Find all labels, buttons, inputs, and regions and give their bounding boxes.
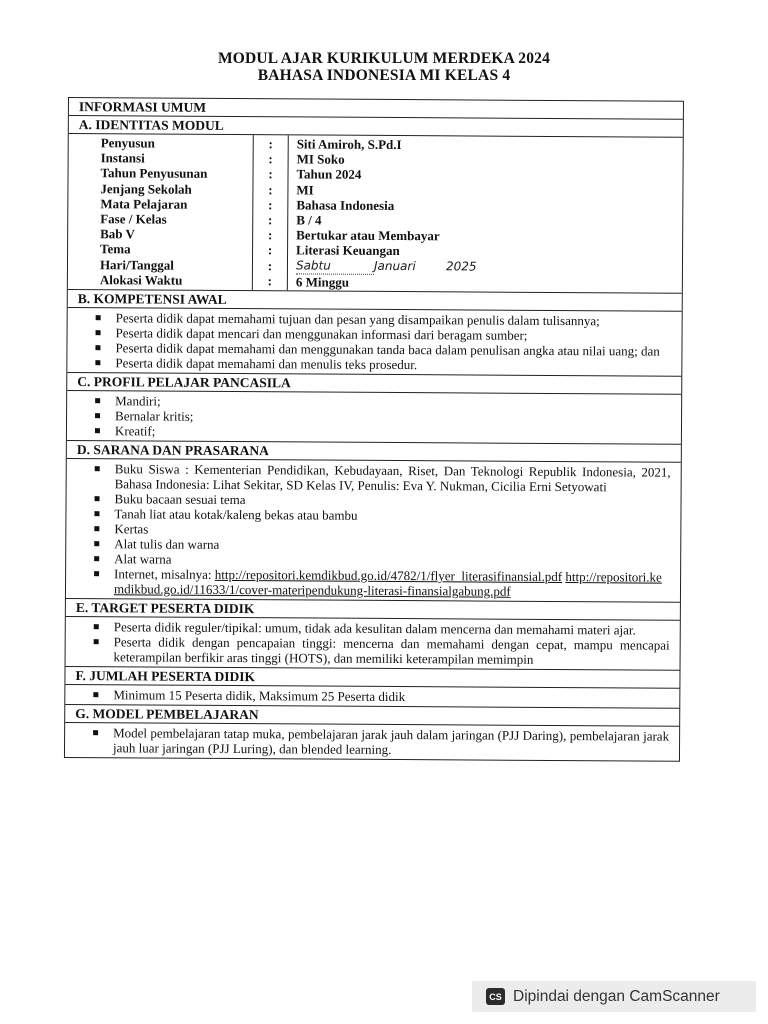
identity-colon: : bbox=[267, 227, 273, 243]
list-item: Peserta didik dapat memahami tujuan dan pesan yang disampaikan penulis dalam tulisannya; bbox=[96, 310, 672, 329]
identity-colon: : bbox=[268, 181, 273, 197]
section-e-heading: E. TARGET PESERTA DIDIK bbox=[66, 599, 680, 621]
identity-value: B / 4 bbox=[296, 212, 322, 228]
list-item: Tanah liat atau kotak/kaleng bekas atau bambu bbox=[94, 506, 670, 525]
list-item: Model pembelajaran tatap muka, pembelajaran jarak jauh dalam jaringan (PJJ Daring), pembelajaran jarak jauh luar jaringan (PJJ Luring), dan blended learning. bbox=[93, 725, 669, 759]
list-item: Kertas bbox=[94, 521, 670, 540]
identity-label: Jenjang Sekolah bbox=[100, 180, 192, 197]
handwritten-date bbox=[296, 258, 682, 277]
section-a-heading: A. IDENTITAS MODUL bbox=[69, 116, 683, 138]
identity-colon: : bbox=[268, 166, 273, 182]
page-title bbox=[0, 50, 768, 84]
section-b-heading: B. KOMPETENSI AWAL bbox=[68, 290, 682, 312]
section-g-heading: G. MODEL PEMBELAJARAN bbox=[65, 705, 679, 727]
identity-colon: : bbox=[267, 242, 273, 258]
section-f-heading: F. JUMLAH PESERTA DIDIK bbox=[65, 667, 679, 689]
identity-labels bbox=[68, 134, 254, 290]
identity-colon: : bbox=[267, 257, 273, 273]
identity-value: MI Soko bbox=[296, 151, 345, 167]
list-item: Minimum 15 Peserta didik, Maksimum 25 Peserta didik bbox=[93, 687, 669, 706]
identity-label: Tema bbox=[100, 241, 131, 257]
title-line-2: BAHASA INDONESIA MI KELAS 4 bbox=[257, 67, 511, 84]
list-item: Alat tulis dan warna bbox=[94, 536, 670, 555]
identity-label: Tahun Penyusunan bbox=[100, 165, 208, 182]
handwritten-day: Sabtu bbox=[296, 258, 374, 275]
identity-colon: : bbox=[268, 136, 273, 152]
identity-colon: : bbox=[267, 273, 273, 289]
camscanner-text: Dipindai dengan CamScanner bbox=[513, 987, 720, 1005]
identity-value: Bahasa Indonesia bbox=[296, 197, 395, 213]
list-item: Buku bacaan sesuai tema bbox=[95, 491, 671, 510]
title-line-1: MODUL AJAR KURIKULUM MERDEKA 2024 bbox=[217, 50, 551, 67]
section-d-heading: D. SARANA DAN PRASARANA bbox=[67, 441, 681, 463]
camscanner-icon: CS bbox=[486, 988, 505, 1005]
section-e-body bbox=[66, 617, 680, 671]
handwritten-month: Januari bbox=[373, 258, 416, 273]
list-item: Peserta didik dengan pencapaian tinggi: mencerna dan memahami dengan cepat, mampu mencapai keterampilan berfikir aras tinggi (HOTS), dan memiliki keterampilan memimpin bbox=[94, 634, 670, 668]
identity-colon: : bbox=[268, 197, 273, 213]
identity-separators bbox=[253, 135, 289, 290]
identity-label: Instansi bbox=[100, 150, 145, 166]
identity-label: Hari/Tanggal bbox=[99, 256, 174, 273]
identity-values bbox=[288, 135, 683, 292]
identity-label: Mata Pelajaran bbox=[100, 196, 188, 212]
list-item: Peserta didik dapat mencari dan menggunakan informasi dari beragam sumber; bbox=[96, 325, 672, 344]
identity-label: Alokasi Waktu bbox=[99, 272, 183, 288]
identity-value: Tahun 2024 bbox=[296, 166, 362, 183]
list-item: Kreatif; bbox=[95, 423, 671, 442]
section-c-body bbox=[67, 391, 681, 445]
identity-value: 6 Minggu bbox=[295, 274, 350, 290]
identity-label: Fase / Kelas bbox=[100, 211, 167, 227]
list-item: Mandiri; bbox=[95, 393, 671, 412]
identity-colon: : bbox=[268, 212, 273, 228]
handwritten-year: 2025 bbox=[445, 258, 477, 274]
resource-link-1[interactable]: http://repositori.kemdikbud.go.id/4782/1/flyer_literasifinansial.pdf bbox=[214, 566, 563, 585]
list-item: Bernalar kritis; bbox=[95, 408, 671, 427]
camscanner-watermark bbox=[472, 981, 756, 1012]
section-b-body bbox=[67, 308, 681, 377]
list-item: Buku Siswa : Kementerian Pendidikan, Kebudayaan, Riset, Dan Teknologi Republik Indonesia, 2021, Bahasa Indonesia: Lihat Sekitar, SD Kelas IV, Penulis: Eva Y. Nukman, Cicilia Erni Setyowati bbox=[95, 461, 671, 495]
list-item: Peserta didik reguler/tipikal: umum, tidak ada kesulitan dalam mencerna dan memahami materi ajar. bbox=[94, 619, 670, 638]
identity-label: Penyusun bbox=[100, 135, 155, 151]
identity-value: MI bbox=[296, 182, 314, 198]
identity-block bbox=[68, 134, 683, 294]
identity-value: Bertukar atau Membayar bbox=[296, 227, 440, 244]
section-g-body bbox=[65, 723, 679, 761]
identity-colon: : bbox=[268, 151, 273, 167]
list-item: Alat warna bbox=[94, 551, 670, 570]
list-item: Peserta didik dapat memahami dan menggunakan tanda baca dalam penulisan angka atau nilai uang; dan bbox=[95, 340, 671, 359]
module-table bbox=[64, 97, 684, 762]
identity-value: Literasi Keuangan bbox=[296, 242, 400, 259]
list-item: Peserta didik dapat memahami dan menulis teks prosedur. bbox=[95, 355, 671, 374]
identity-value: Siti Amiroh, S.Pd.I bbox=[296, 136, 402, 153]
section-informasi-umum: INFORMASI UMUM bbox=[69, 98, 683, 120]
resource-link-2[interactable]: http://repositori.kemdikbud.go.id/11633/1/cover-materipendukung-literasi-finansialgabung.pdf bbox=[113, 569, 662, 599]
section-d-body bbox=[66, 459, 681, 603]
list-item-internet bbox=[94, 566, 670, 600]
internet-prefix: Internet, misalnya: bbox=[114, 566, 215, 582]
section-c-heading: C. PROFIL PELAJAR PANCASILA bbox=[67, 373, 681, 395]
identity-label: Bab V bbox=[100, 226, 136, 242]
